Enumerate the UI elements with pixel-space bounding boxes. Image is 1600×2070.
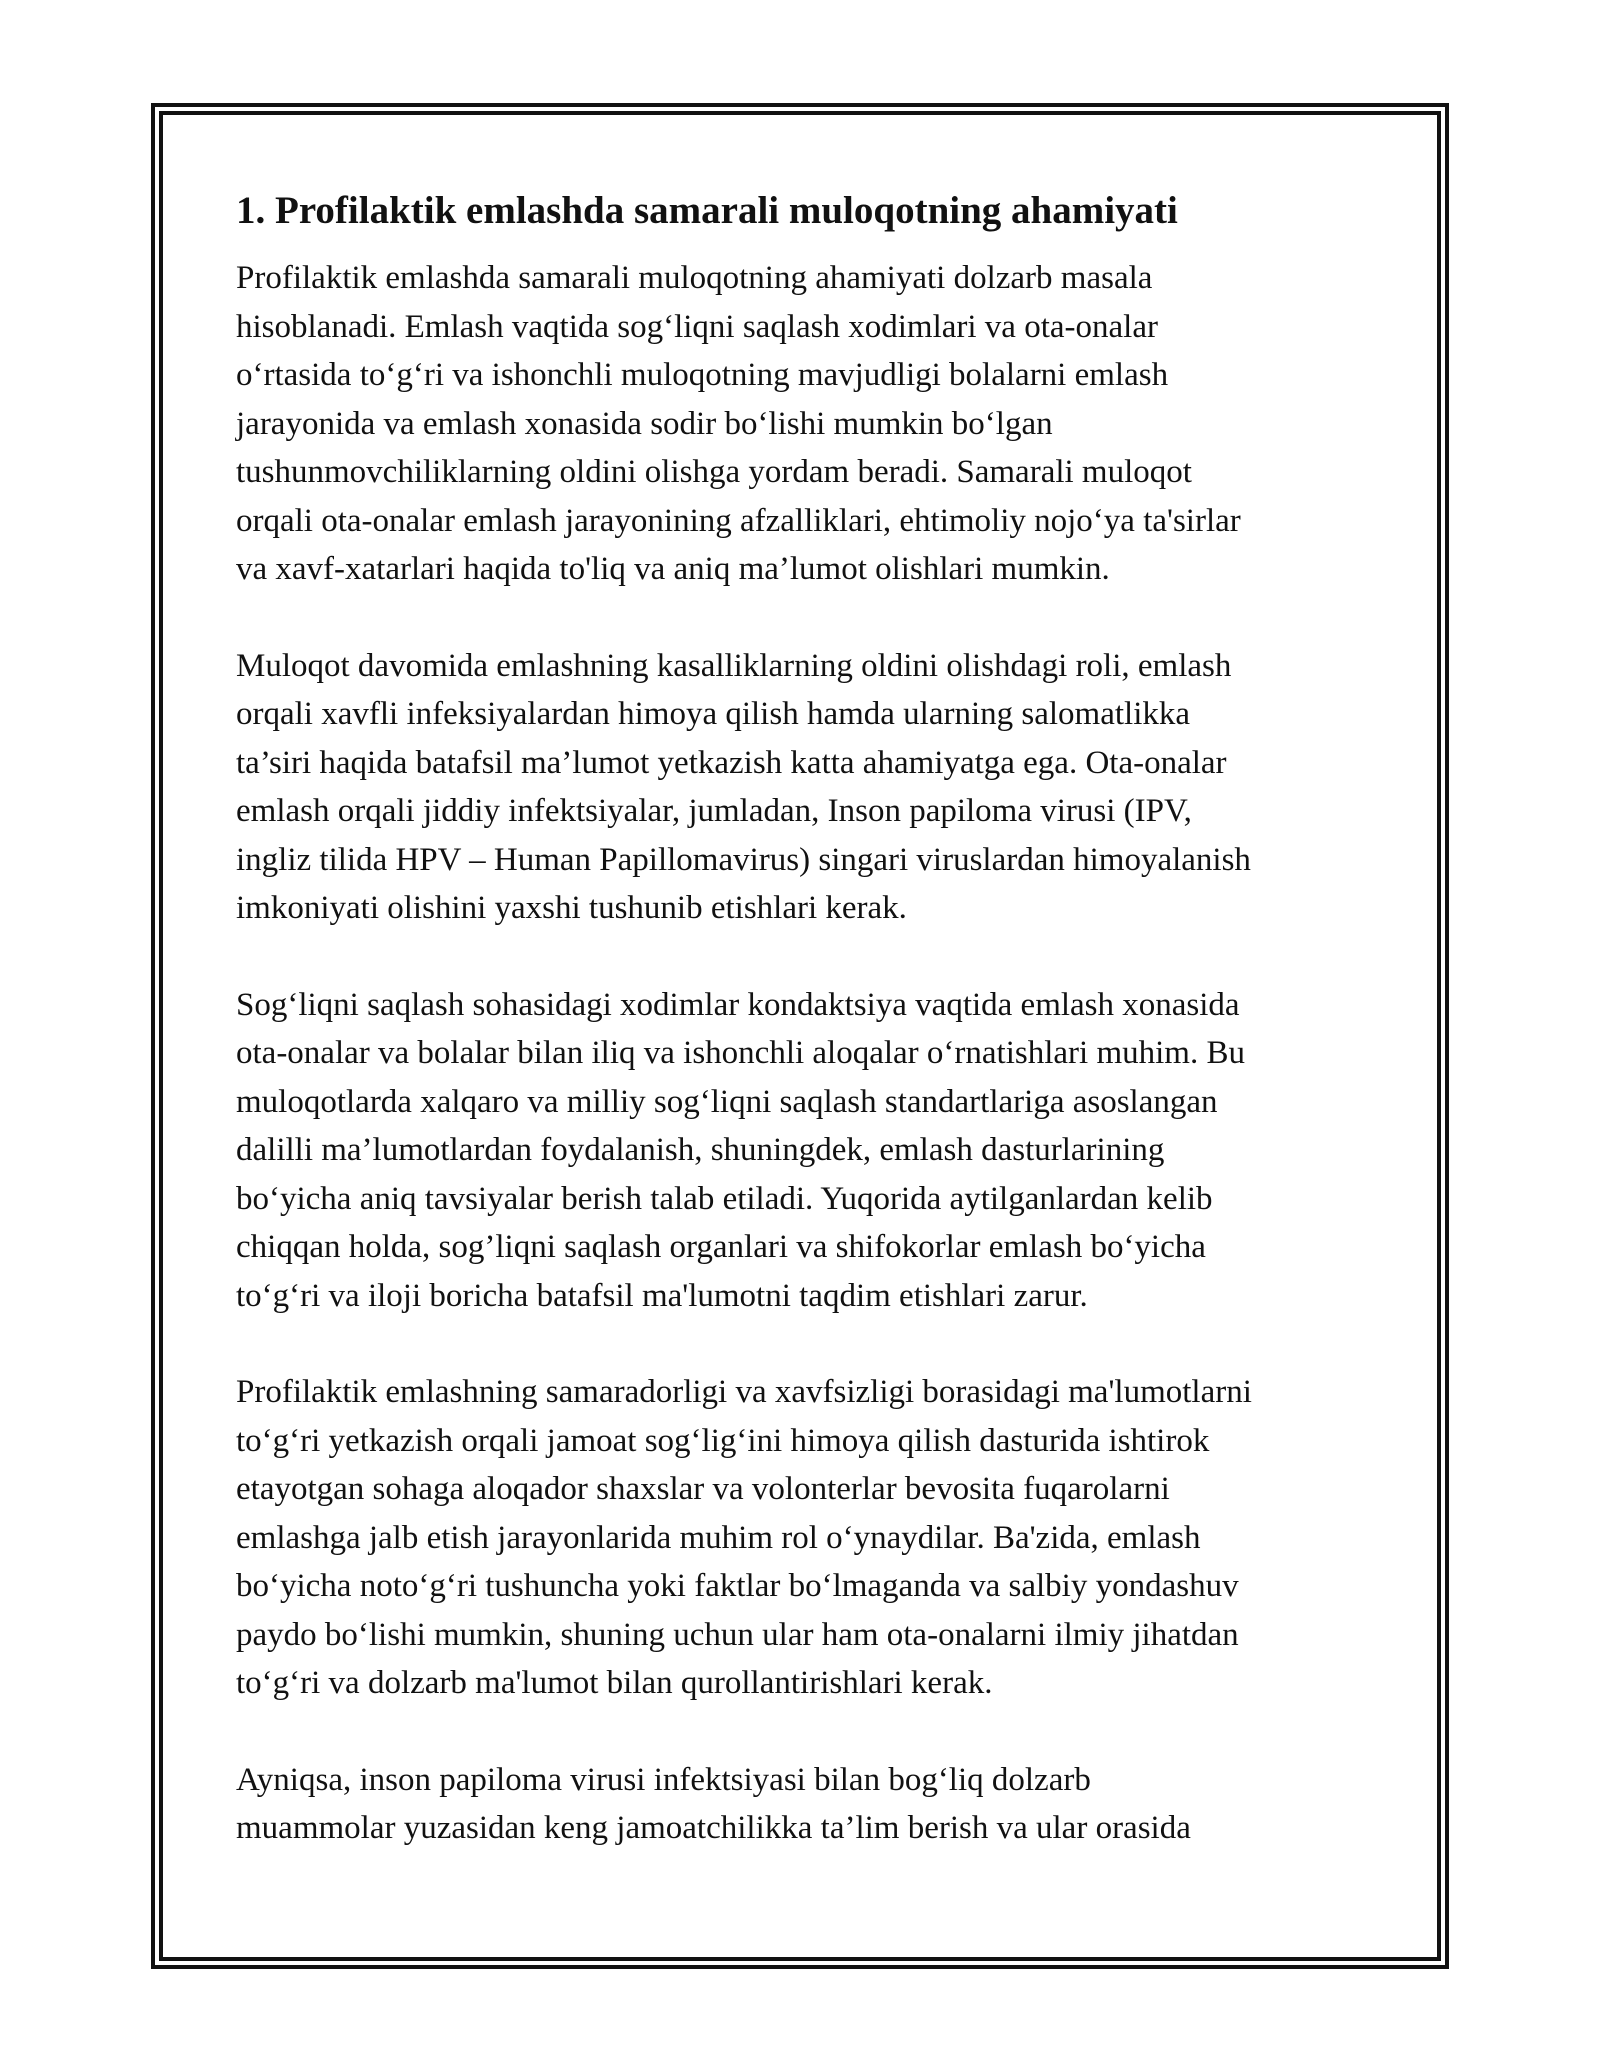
paragraph-line: dalilli ma’lumotlardan foydalanish, shuningdek, emlash dasturlarining xyxy=(236,1132,1165,1168)
paragraph-line: muammolar yuzasidan keng jamoatchilikka ta’lim berish va ular orasida xyxy=(236,1810,1191,1846)
paragraph xyxy=(236,1368,1376,1708)
paragraph-line: to‘g‘ri yetkazish orqali jamoat sog‘lig‘ini himoya qilish dasturida ishtirok xyxy=(236,1422,1210,1459)
paragraph-line: chiqqan holda, sog’liqni saqlash organlari va shifokorlar emlash bo‘yicha xyxy=(236,1229,1206,1265)
paragraph-line: emlashga jalb etish jarayonlarida muhim rol o‘ynaydilar. Ba'zida, emlash xyxy=(236,1519,1201,1556)
paragraph-line: etayotgan sohaga aloqador shaxslar va volonterlar bevosita fuqarolarni xyxy=(236,1471,1170,1507)
paragraph xyxy=(236,642,1376,933)
paragraph-line: Sog‘liqni saqlash sohasidagi xodimlar kondaktsiya vaqtida emlash xonasida xyxy=(236,986,1240,1023)
paragraph-line: orqali xavfli infeksiyalardan himoya qilish hamda ularning salomatlikka xyxy=(236,696,1191,732)
paragraph-line: orqali ota-onalar emlash jarayonining afzalliklari, ehtimoliy nojo‘ya ta'sirlar xyxy=(236,502,1241,539)
paragraph-line: o‘rtasida to‘g‘ri va ishonchli muloqotning mavjudligi bolalarni emlash xyxy=(236,357,1169,393)
paragraph-line: ta’siri haqida batafsil ma’lumot yetkazish katta ahamiyatga ega. Ota-onalar xyxy=(236,744,1227,781)
paragraph-line: va xavf-xatarlari haqida to'liq va aniq ma’lumot olishlari mumkin. xyxy=(236,551,1110,587)
document-body xyxy=(236,186,1376,1901)
paragraph-line: tushunmovchiliklarning oldini olishga yordam beradi. Samarali muloqot xyxy=(236,454,1192,490)
paragraph-line: Ayniqsa, inson papiloma virusi infektsiyasi bilan bog‘liq dolzarb xyxy=(236,1761,1091,1798)
paragraph-line: ingliz tilida HPV – Human Papillomavirus) singari viruslardan himoyalanish xyxy=(236,841,1251,878)
paragraph-line: muloqotlarda xalqaro va milliy sog‘liqni saqlash standartlariga asoslangan xyxy=(236,1083,1218,1120)
section-heading: 1. Profilaktik emlashda samarali muloqotning ahamiyati xyxy=(236,189,1178,232)
paragraph-line: Profilaktik emlashning samaradorligi va xavfsizligi borasidagi ma'lumotlarni xyxy=(236,1374,1252,1410)
paragraph-line: to‘g‘ri va iloji boricha batafsil ma'lumotni taqdim etishlari zarur. xyxy=(236,1277,1088,1314)
paragraph-line: imkoniyati olishini yaxshi tushunib etishlari kerak. xyxy=(236,890,907,926)
paragraph-line: bo‘yicha noto‘g‘ri tushuncha yoki faktlar bo‘lmaganda va salbiy yondashuv xyxy=(236,1568,1239,1604)
paragraph-line: Muloqot davomida emlashning kasalliklarning oldini olishdagi roli, emlash xyxy=(236,647,1232,684)
paragraph-line: paydo bo‘lishi mumkin, shuning uchun ular ham ota-onalarni ilmiy jihatdan xyxy=(236,1616,1239,1653)
paragraph xyxy=(236,981,1376,1321)
paragraph-line: hisoblanadi. Emlash vaqtida sog‘liqni saqlash xodimlari va ota-onalar xyxy=(236,308,1158,345)
paragraph-list xyxy=(236,254,1376,1853)
paragraph-line: bo‘yicha aniq tavsiyalar berish talab etiladi. Yuqorida aytilganlardan kelib xyxy=(236,1180,1213,1217)
paragraph-line: Profilaktik emlashda samarali muloqotning ahamiyati dolzarb masala xyxy=(236,260,1153,296)
paragraph-line: ota-onalar va bolalar bilan iliq va ishonchli aloqalar o‘rnatishlari muhim. Bu xyxy=(236,1035,1245,1071)
paragraph xyxy=(236,1756,1376,1853)
paragraph-line: jarayonida va emlash xonasida sodir bo‘lishi mumkin bo‘lgan xyxy=(236,405,1053,442)
paragraph-line: to‘g‘ri va dolzarb ma'lumot bilan qurollantirishlari kerak. xyxy=(236,1665,993,1701)
paragraph-line: emlash orqali jiddiy infektsiyalar, jumladan, Inson papiloma virusi (IPV, xyxy=(236,793,1192,829)
paragraph xyxy=(236,254,1376,594)
